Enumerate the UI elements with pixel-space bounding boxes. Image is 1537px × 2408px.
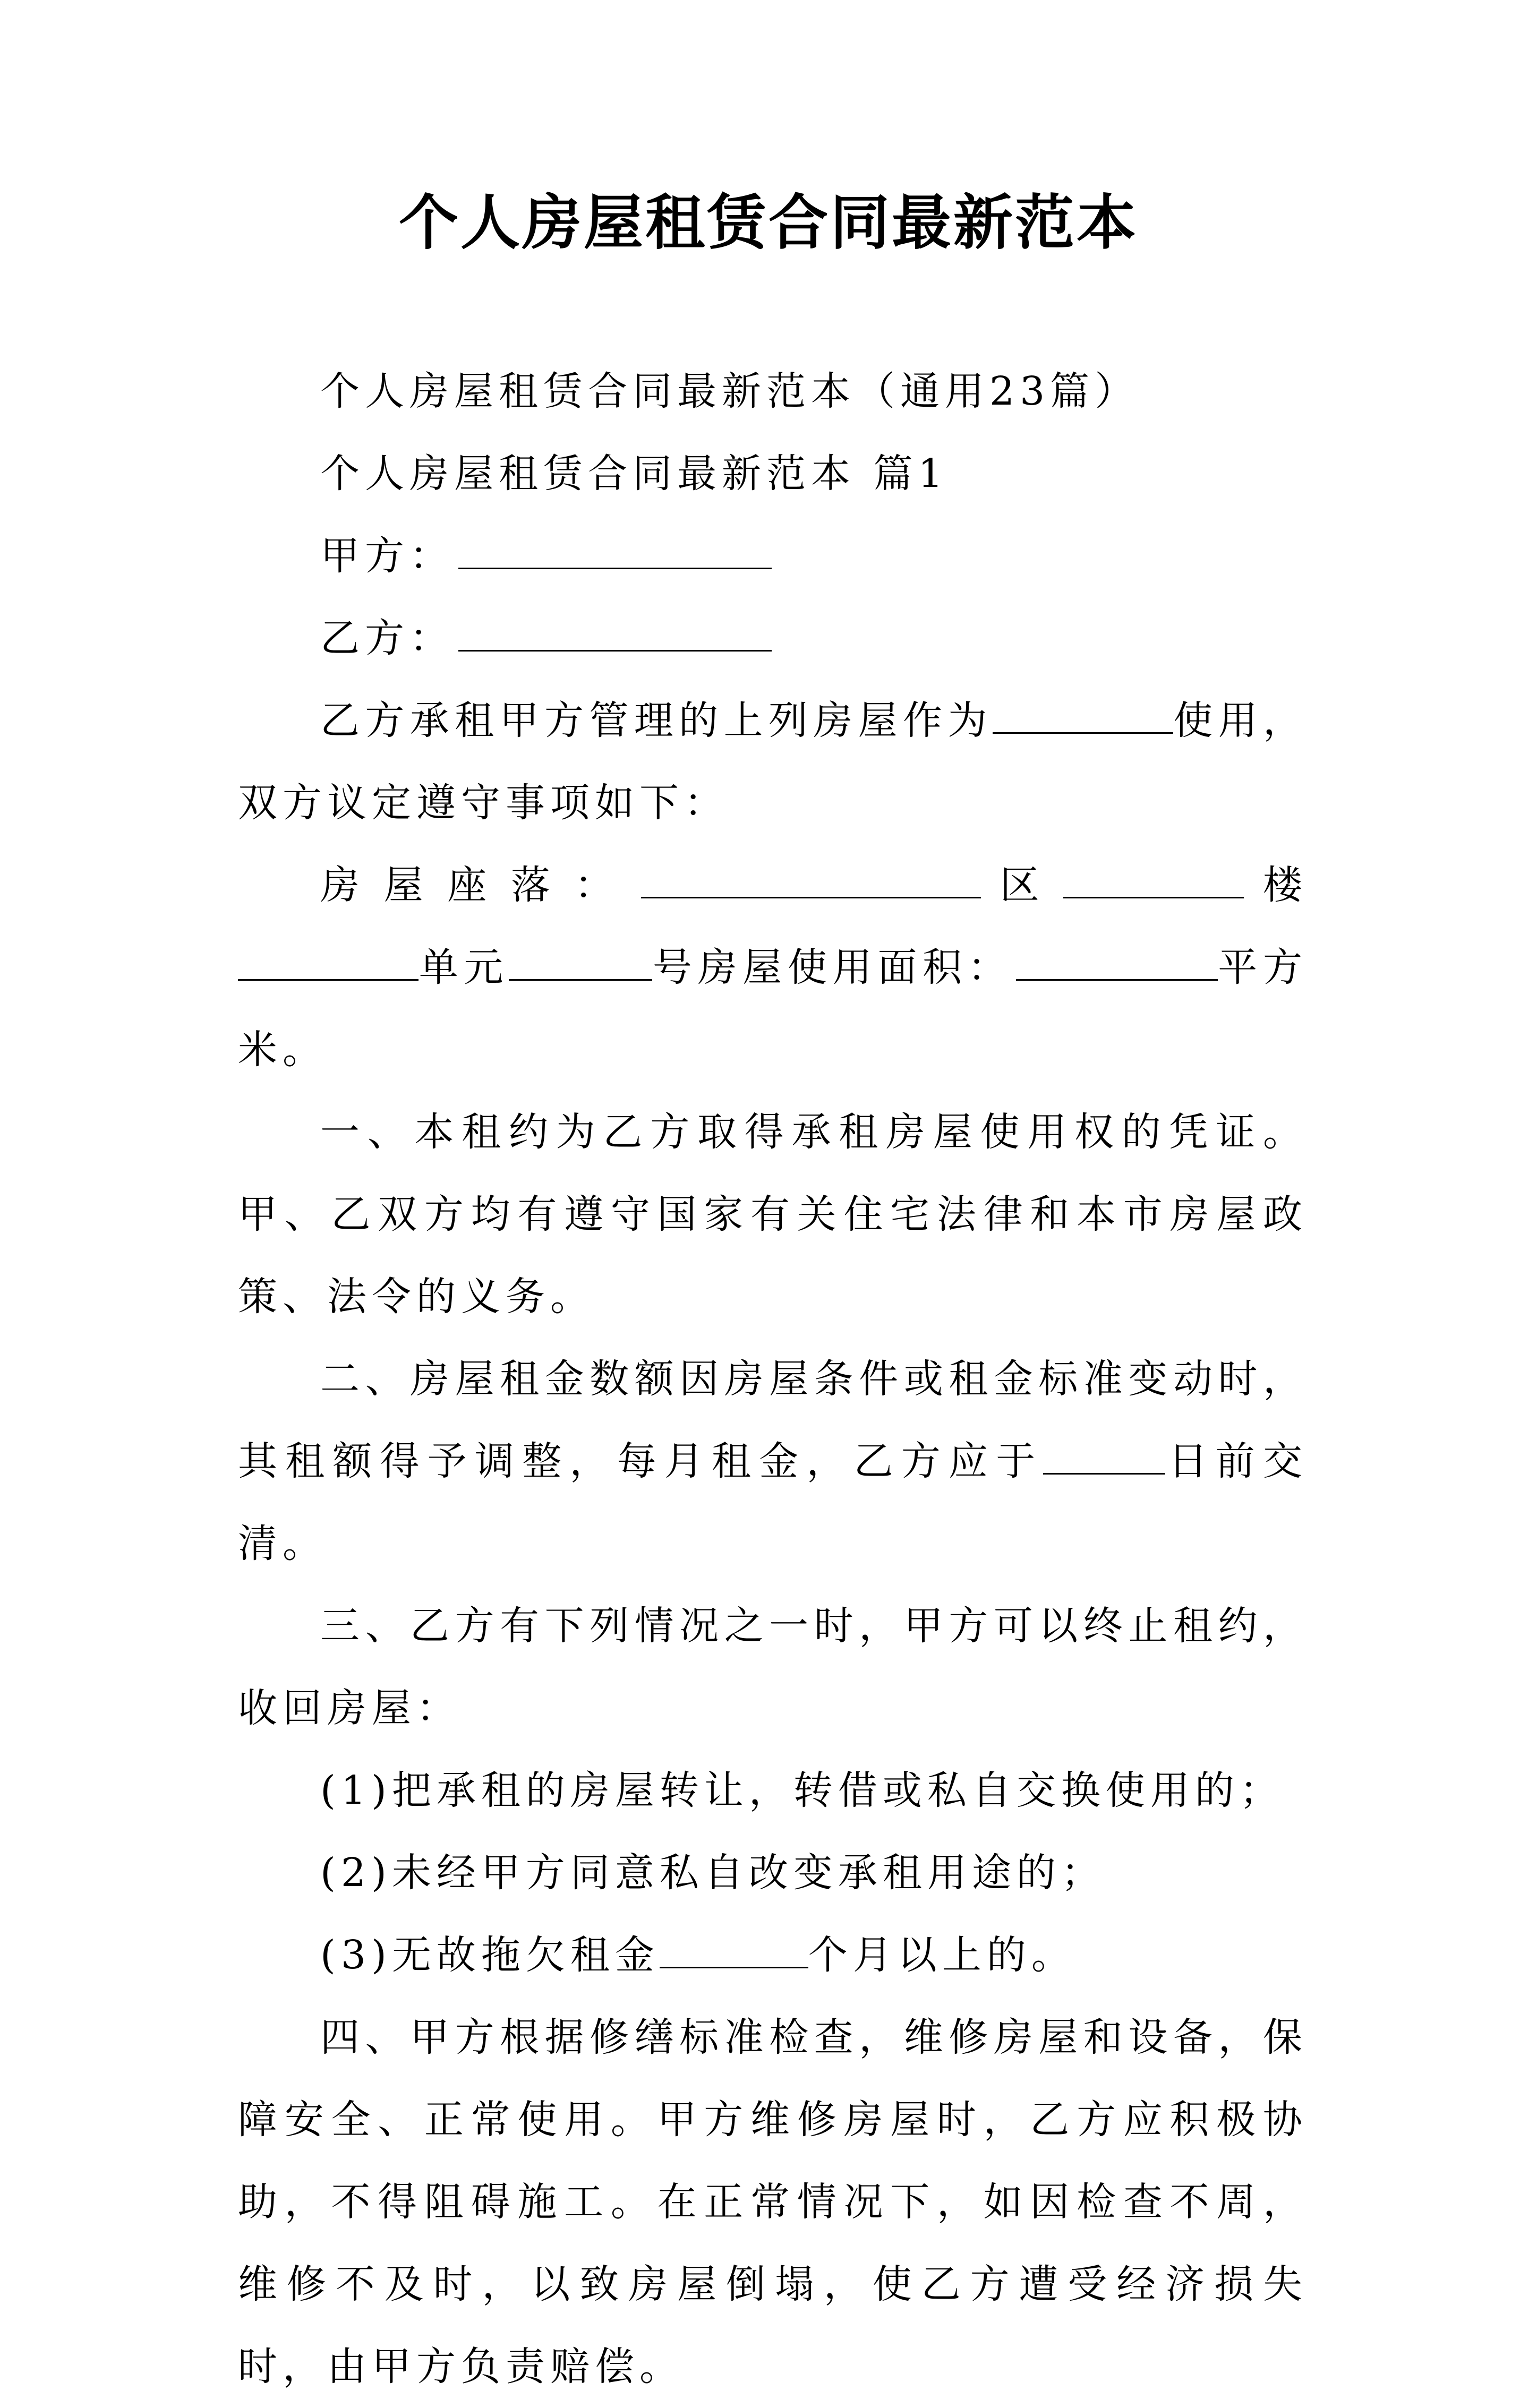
clause-2-text-after: 日前交清。	[238, 1438, 1308, 1566]
clause-2	[238, 1338, 1308, 1585]
location-zone-label: 区	[981, 862, 1064, 908]
location-blank	[641, 858, 981, 898]
unit-blank	[509, 940, 652, 981]
intro-paragraph	[238, 680, 1308, 844]
item-3-text-after: 个月以上的。	[808, 1932, 1076, 1978]
item-3-text-before: (3)无故拖欠租金	[320, 1932, 660, 1978]
party-a-blank	[458, 528, 772, 569]
usage-blank	[993, 693, 1173, 734]
location-building-label: 楼	[1244, 862, 1308, 908]
clause-1: 一、本租约为乙方取得承租房屋使用权的凭证。甲、乙双方均有遵守国家有关住宅法律和本市房屋政策、法令的义务。	[238, 1109, 1308, 1319]
clause-2-text-before: 二、房屋租金数额因房屋条件或租金标准变动时，其租额得予调整，每月租金，乙方应于	[238, 1356, 1308, 1484]
document-body	[238, 350, 1308, 2408]
intro-text-after: 使用，双方议定遵守事项如下：	[238, 698, 1308, 826]
zone-blank	[1063, 858, 1244, 898]
location-unit-label: 单元	[419, 945, 509, 990]
section-heading: 个人房屋租赁合同最新范本 篇1	[320, 451, 949, 496]
party-a-label: 甲方：	[320, 533, 454, 579]
location-sqm-label: 平方米。	[238, 945, 1308, 1073]
building-blank	[238, 940, 419, 981]
party-b-blank	[458, 611, 772, 652]
clause-3-item-3	[238, 1914, 1308, 1996]
clause-4: 四、甲方根据修缮标准检查，维修房屋和设备，保障安全、正常使用。甲方维修房屋时，乙方应积极协助，不得阻碍施工。在正常情况下，如因检查不周，维修不及时，以致房屋倒塌，使乙方遭受经济损失时，由甲方负责赔偿。	[238, 2015, 1308, 2389]
area-blank	[1016, 940, 1218, 981]
party-b-label: 乙方：	[320, 615, 454, 661]
intro-text-before: 乙方承租甲方管理的上列房屋作为	[320, 698, 993, 743]
document-title: 个人房屋租赁合同最新范本	[399, 188, 1138, 258]
subtitle-paragraph: 个人房屋租赁合同最新范本（通用23篇）	[320, 369, 1140, 414]
location-paragraph	[238, 844, 1308, 1091]
months-blank	[660, 1927, 808, 1968]
clause-3-item-2: (2)未经甲方同意私自改变承租用途的；	[320, 1850, 1106, 1896]
party-a-line	[238, 515, 1308, 597]
party-b-line	[238, 597, 1308, 680]
location-label: 房屋座落：	[320, 862, 638, 908]
clause-3: 三、乙方有下列情况之一时，甲方可以终止租约，收回房屋：	[238, 1603, 1308, 1731]
payment-day-blank	[1043, 1434, 1165, 1475]
clause-3-item-1: (1)把承租的房屋转让，转借或私自交换使用的；	[320, 1768, 1284, 1813]
location-number-area-label: 号房屋使用面积：	[652, 945, 1013, 990]
